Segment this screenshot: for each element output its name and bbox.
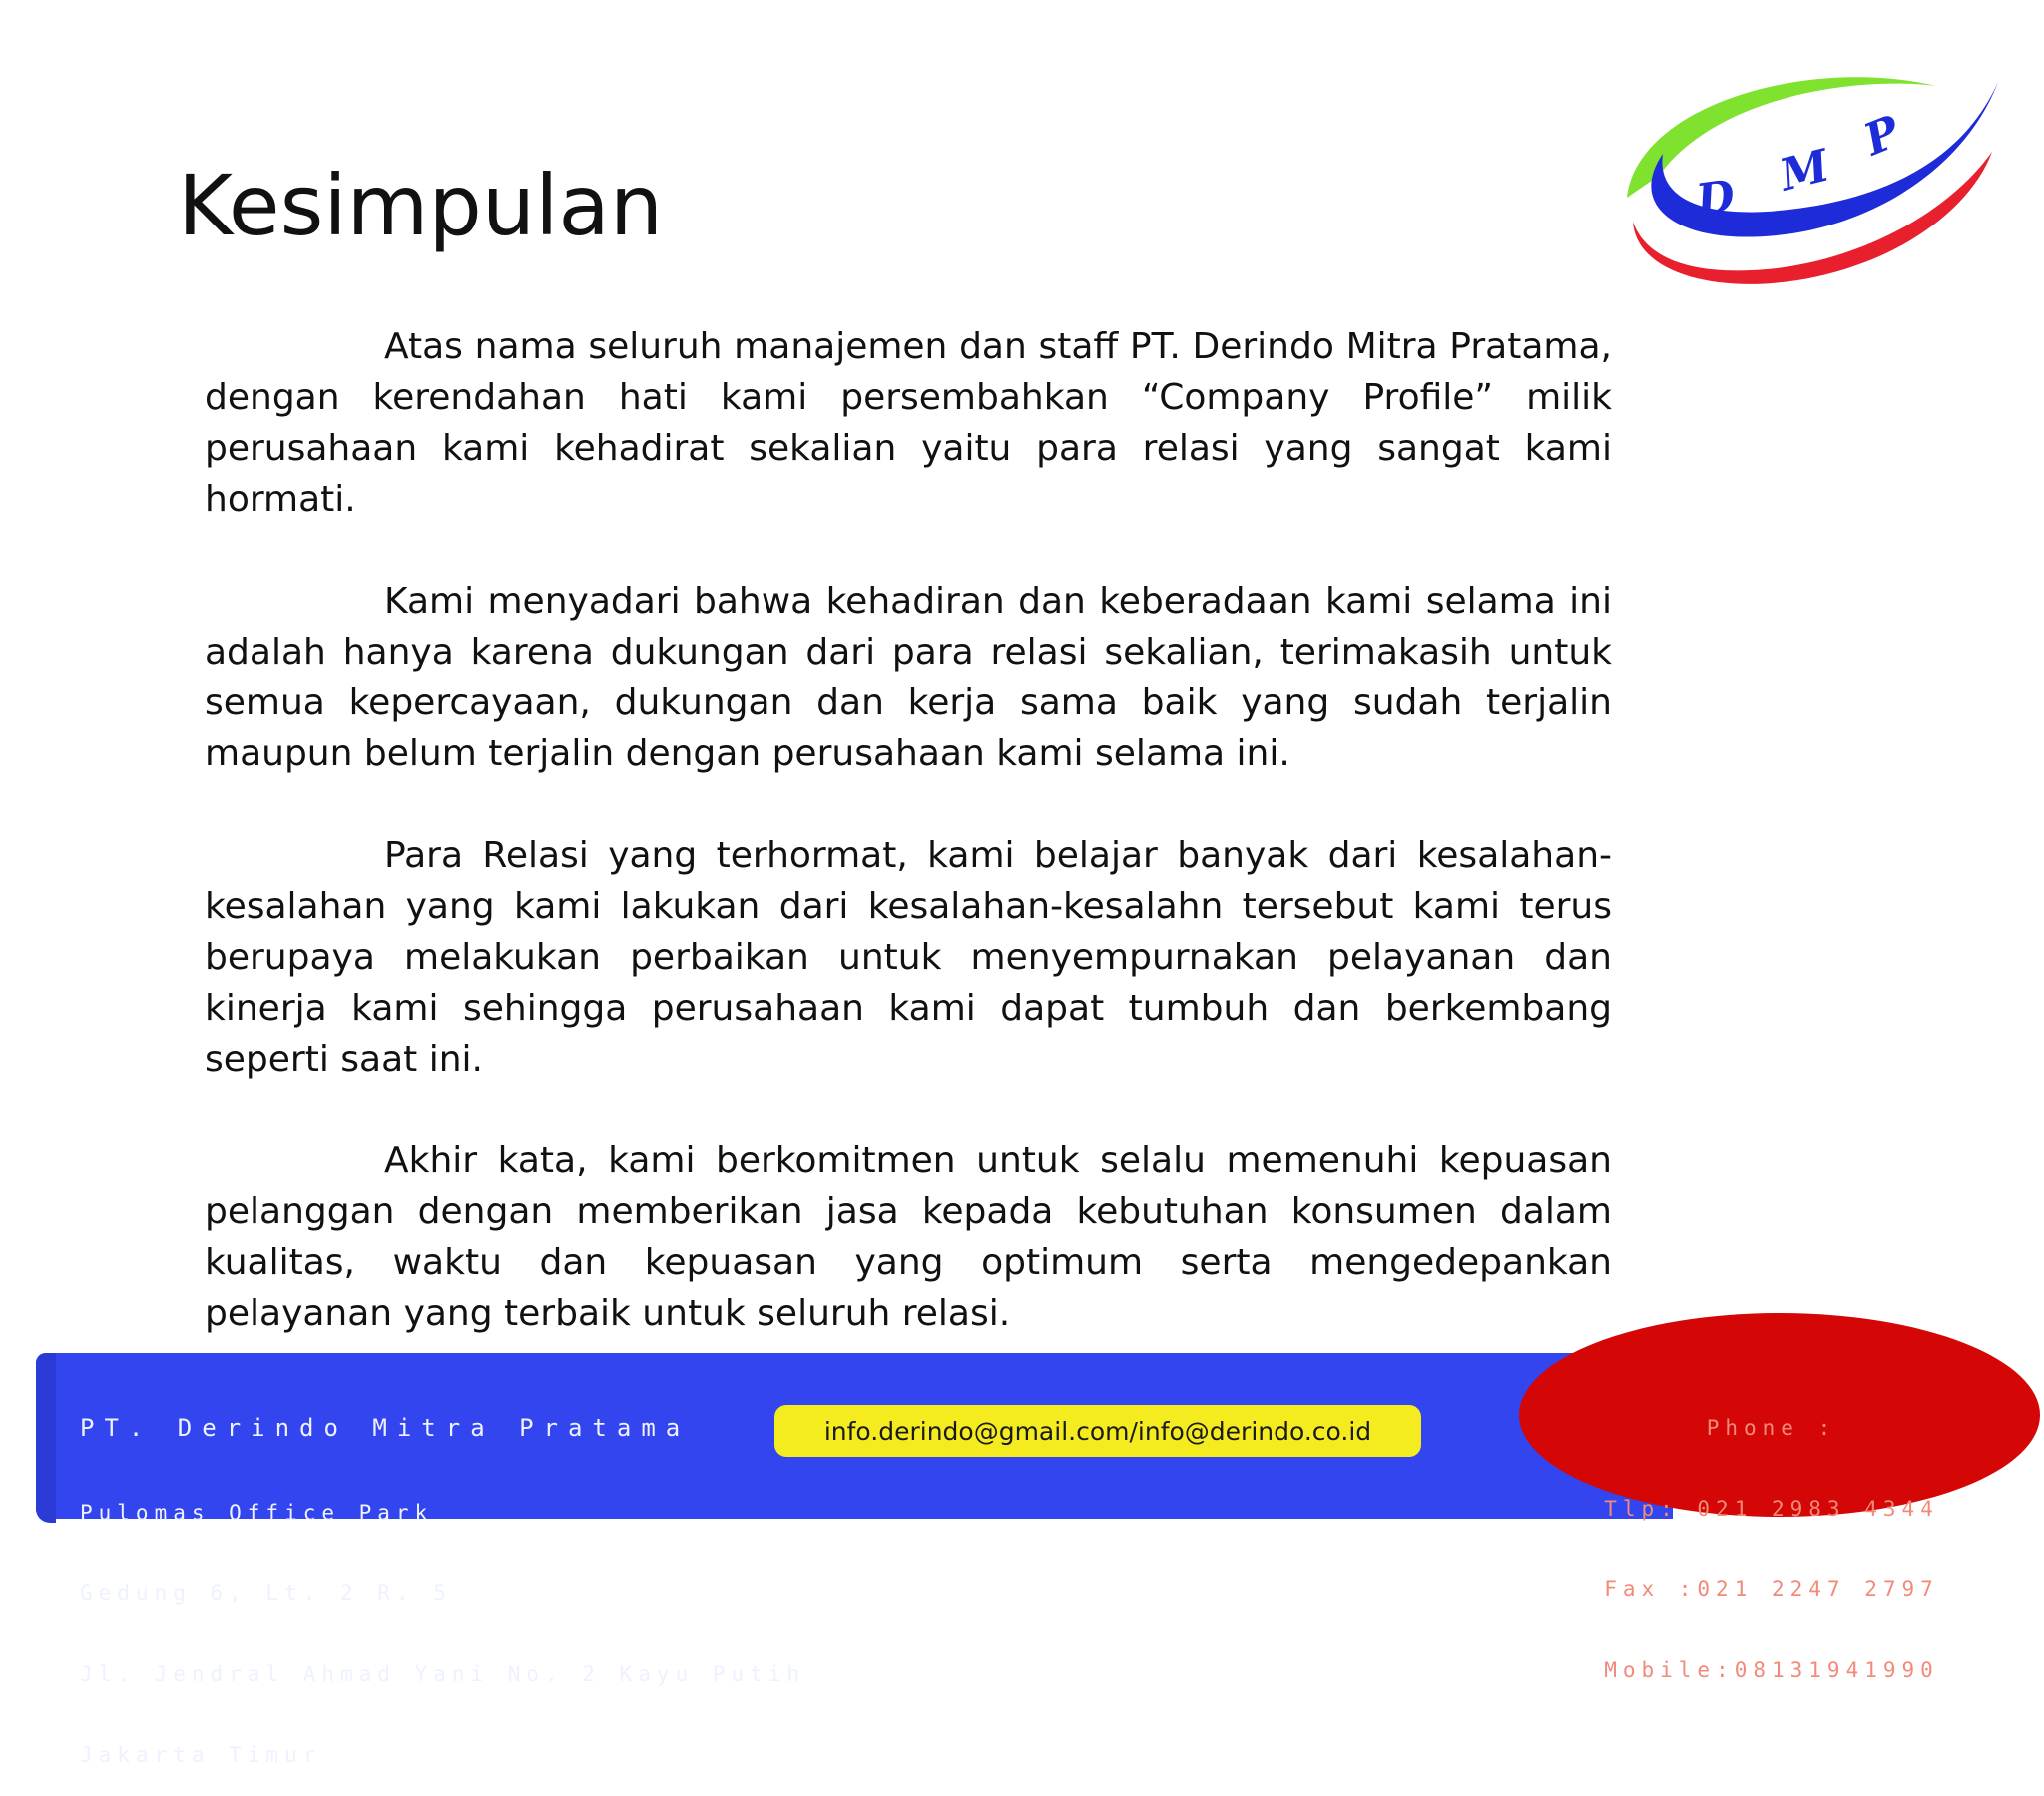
paragraph-3: Para Relasi yang terhormat, kami belajar banyak dari kesalahan-kesalahan yang kami lakukan dari kesalahan-kesalahn tersebut kami terus berupaya melakukan perbaikan untuk menyempurnakan pelayanan dan kinerja kami sehingga perusahaan kami dapat tumbuh dan berkembang seperti saat ini.	[205, 835, 1612, 1080]
logo-letter-m: M	[1775, 140, 1834, 202]
phone-label: Phone :	[1706, 1416, 1837, 1440]
phone-mobile: Mobile:08131941990	[1604, 1658, 1939, 1682]
phone-fax: Fax :021 2247 2797	[1604, 1577, 1939, 1601]
page-title: Kesimpulan	[178, 157, 664, 254]
body-text	[205, 321, 1612, 1390]
phone-block	[1537, 1361, 2006, 1711]
email-text: info.derindo@gmail.com/info@derindo.co.id	[823, 1416, 1372, 1446]
address-line-3: Jl. Jendral Ahmad Yani No. 2 Kayu Putih	[80, 1662, 806, 1686]
footer-bar-tab	[36, 1353, 56, 1523]
company-name: PT. Derindo Mitra Pratama	[80, 1414, 691, 1442]
address-line-1: Pulomas Office Park	[80, 1501, 434, 1525]
company-address-block	[80, 1361, 805, 1796]
phone-tlp: Tlp: 021 2983 4344	[1604, 1497, 1939, 1521]
address-line-2: Gedung 6, Lt. 2 R. 5	[80, 1581, 452, 1605]
paragraph-2: Kami menyadari bahwa kehadiran dan keberadaan kami selama ini adalah hanya karena dukungan dari para relasi sekalian, terimakasih untuk semua kepercayaan, dukungan dan kerja sama baik yang sudah terjalin maupun belum terjalin dengan perusahaan kami selama ini.	[205, 581, 1612, 774]
logo-letter-d: D	[1693, 171, 1739, 226]
logo-letter-p: P	[1857, 106, 1907, 167]
paragraph-1: Atas nama seluruh manajemen dan staff PT. Derindo Mitra Pratama, dengan kerendahan hati kami persembahkan “Company Profile” milik perusahaan kami kehadirat sekalian yaitu para relasi yang sangat kami hormati.	[205, 326, 1612, 520]
address-line-4: Jakarta Timur	[80, 1743, 322, 1767]
dmp-logo	[1607, 66, 2006, 305]
paragraph-4: Akhir kata, kami berkomitmen untuk selalu memenuhi kepuasan pelanggan dengan memberikan jasa kepada kebutuhan konsumen dalam kualitas, waktu dan kepuasan yang optimum serta mengedepankan pelayanan yang terbaik untuk seluruh relasi.	[205, 1140, 1612, 1334]
email-box	[774, 1405, 1421, 1457]
